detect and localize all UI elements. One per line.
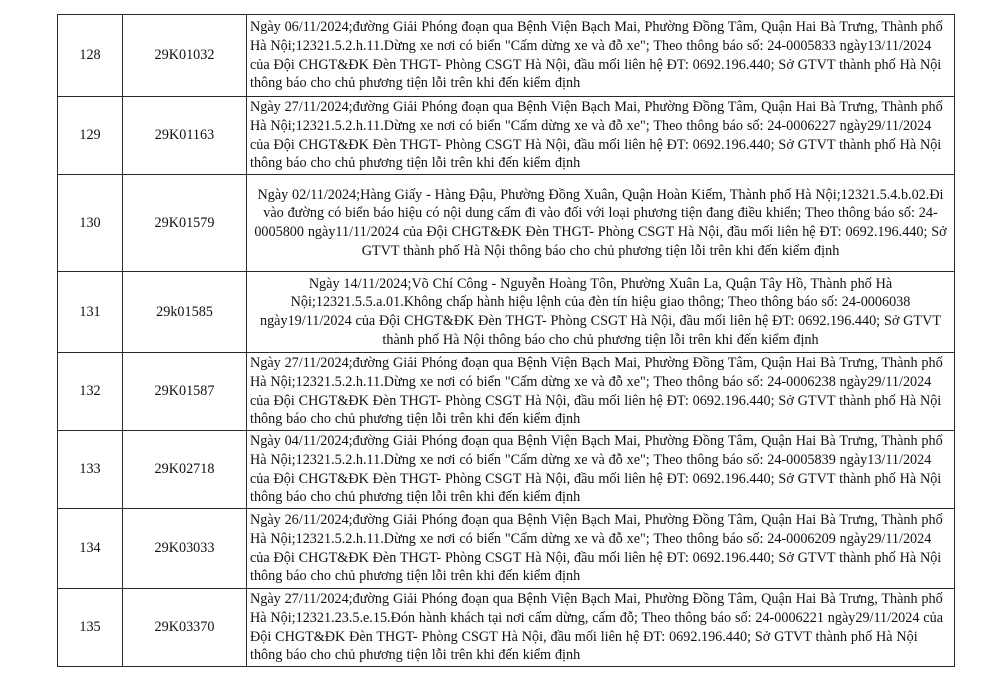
violation-description: Ngày 27/11/2024;đường Giải Phóng đoạn qua Bệnh Viện Bạch Mai, Phường Đồng Tâm, Quận Hai Bà Trưng, Thành phố Hà Nội;12321.5.2.h.11.Dừng xe nơi có biển "Cấm dừng xe và đỗ xe"; Theo thông báo số: 24-0006227 ngày29/11/2024 của Đội CHGT&ĐK Đèn THGT- Phòng CSGT Hà Nội, đầu mối liên hệ ĐT: 0692.196.440; Sở GTVT thành phố Hà Nội thông báo cho chủ phương tiện lỗi trên khi đến kiểm định <box>247 97 955 175</box>
violation-description: Ngày 26/11/2024;đường Giải Phóng đoạn qua Bệnh Viện Bạch Mai, Phường Đồng Tâm, Quận Hai Bà Trưng, Thành phố Hà Nội;12321.5.2.h.11.Dừng xe nơi có biển "Cấm dừng xe và đỗ xe"; Theo thông báo số: 24-0006209 ngày29/11/2024 của Đội CHGT&ĐK Đèn THGT- Phòng CSGT Hà Nội, đầu mối liên hệ ĐT: 0692.196.440; Sở GTVT thành phố Hà Nội thông báo cho chủ phương tiện lỗi trên khi đến kiểm định <box>247 509 955 589</box>
table-row <box>58 175 955 272</box>
violation-description: Ngày 27/11/2024;đường Giải Phóng đoạn qua Bệnh Viện Bạch Mai, Phường Đồng Tâm, Quận Hai Bà Trưng, Thành phố Hà Nội;12321.5.2.h.11.Dừng xe nơi có biển "Cấm dừng xe và đỗ xe"; Theo thông báo số: 24-0006238 ngày29/11/2024 của Đội CHGT&ĐK Đèn THGT- Phòng CSGT Hà Nội, đầu mối liên hệ ĐT: 0692.196.440; Sở GTVT thành phố Hà Nội thông báo cho chủ phương tiện lỗi trên khi đến kiểm định <box>247 353 955 431</box>
table-row <box>58 509 955 589</box>
license-plate: 29K01032 <box>123 15 247 97</box>
row-number: 129 <box>58 97 123 175</box>
violation-description: Ngày 04/11/2024;đường Giải Phóng đoạn qua Bệnh Viện Bạch Mai, Phường Đồng Tâm, Quận Hai Bà Trưng, Thành phố Hà Nội;12321.5.2.h.11.Dừng xe nơi có biển "Cấm dừng xe và đỗ xe"; Theo thông báo số: 24-0005839 ngày13/11/2024 của Đội CHGT&ĐK Đèn THGT- Phòng CSGT Hà Nội, đầu mối liên hệ ĐT: 0692.196.440; Sở GTVT thành phố Hà Nội thông báo cho chủ phương tiện lỗi trên khi đến kiểm định <box>247 431 955 509</box>
violations-table <box>57 14 955 667</box>
violation-description: Ngày 14/11/2024;Võ Chí Công - Nguyễn Hoàng Tôn, Phường Xuân La, Quận Tây Hồ, Thành phố Hà Nội;12321.5.5.a.01.Không chấp hành hiệu lệnh của đèn tín hiệu giao thông; Theo thông báo số: 24-0006038 ngày19/11/2024 của Đội CHGT&ĐK Đèn THGT- Phòng CSGT Hà Nội, đầu mối liên hệ ĐT: 0692.196.440; Sở GTVT thành phố Hà Nội thông báo cho chủ phương tiện lỗi trên khi đến kiểm định <box>247 272 955 353</box>
table-row <box>58 589 955 667</box>
row-number: 134 <box>58 509 123 589</box>
table-row <box>58 272 955 353</box>
table-row <box>58 97 955 175</box>
row-number: 128 <box>58 15 123 97</box>
license-plate: 29K02718 <box>123 431 247 509</box>
table-row <box>58 15 955 97</box>
row-number: 131 <box>58 272 123 353</box>
row-number: 132 <box>58 353 123 431</box>
row-number: 135 <box>58 589 123 667</box>
row-number: 130 <box>58 175 123 272</box>
table-row <box>58 431 955 509</box>
license-plate: 29K01587 <box>123 353 247 431</box>
license-plate: 29K03370 <box>123 589 247 667</box>
document-page <box>57 0 955 684</box>
license-plate: 29K01579 <box>123 175 247 272</box>
license-plate: 29K03033 <box>123 509 247 589</box>
violation-description: Ngày 02/11/2024;Hàng Giấy - Hàng Đậu, Phường Đồng Xuân, Quận Hoàn Kiếm, Thành phố Hà Nội;12321.5.4.b.02.Đi vào đường có biển báo hiệu có nội dung cấm đi vào đối với loại phương tiện đang điều khiển; Theo thông báo số: 24-0005800 ngày11/11/2024 của Đội CHGT&ĐK Đèn THGT- Phòng CSGT Hà Nội, đầu mối liên hệ ĐT: 0692.196.440; Sở GTVT thành phố Hà Nội thông báo cho chủ phương tiện lỗi trên khi đến kiểm định <box>247 175 955 272</box>
row-number: 133 <box>58 431 123 509</box>
violation-description: Ngày 06/11/2024;đường Giải Phóng đoạn qua Bệnh Viện Bạch Mai, Phường Đồng Tâm, Quận Hai Bà Trưng, Thành phố Hà Nội;12321.5.2.h.11.Dừng xe nơi có biển "Cấm dừng xe và đỗ xe"; Theo thông báo số: 24-0005833 ngày13/11/2024 của Đội CHGT&ĐK Đèn THGT- Phòng CSGT Hà Nội, đầu mối liên hệ ĐT: 0692.196.440; Sở GTVT thành phố Hà Nội thông báo cho chủ phương tiện lỗi trên khi đến kiểm định <box>247 15 955 97</box>
license-plate: 29k01585 <box>123 272 247 353</box>
license-plate: 29K01163 <box>123 97 247 175</box>
table-row <box>58 353 955 431</box>
violation-description: Ngày 27/11/2024;đường Giải Phóng đoạn qua Bệnh Viện Bạch Mai, Phường Đồng Tâm, Quận Hai Bà Trưng, Thành phố Hà Nội;12321.23.5.e.15.Đón hành khách tại nơi cấm dừng, cấm đỗ; Theo thông báo số: 24-0006221 ngày29/11/2024 của Đội CHGT&ĐK Đèn THGT- Phòng CSGT Hà Nội, đầu mối liên hệ ĐT: 0692.196.440; Sở GTVT thành phố Hà Nội thông báo cho chủ phương tiện lỗi trên khi đến kiểm định <box>247 589 955 667</box>
